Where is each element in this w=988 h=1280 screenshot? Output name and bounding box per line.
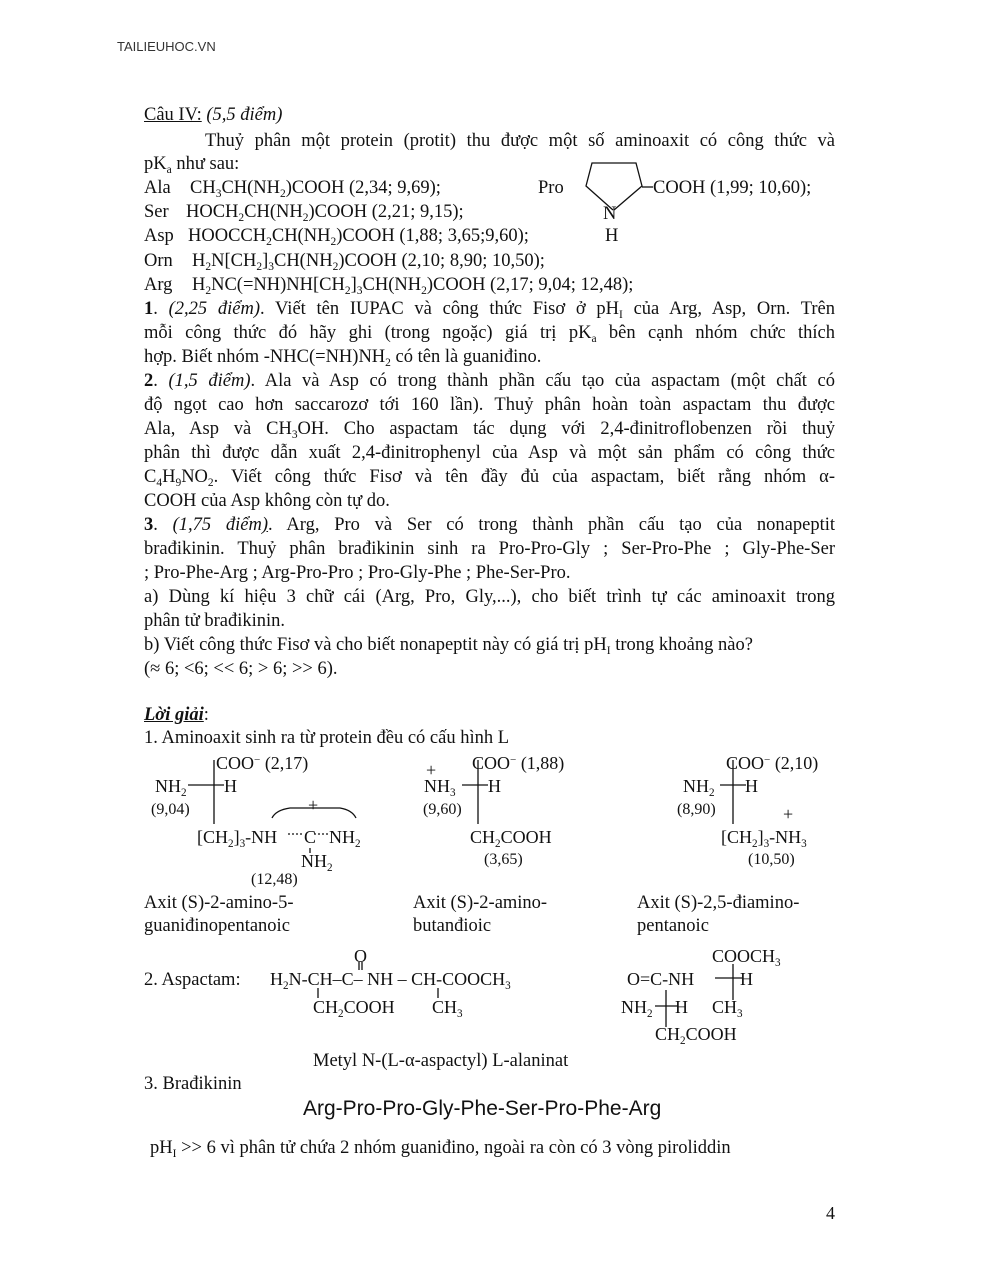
part3-line-6: b) Viết công thức Fisơ và cho biết nonapeptit này có giá trị $pH_I$ trong khoảng nào? <box>144 635 753 657</box>
question-title <box>144 104 282 126</box>
aspartame-fischer-ch3: $CH_3$ <box>712 997 743 1020</box>
part1-line-3: hợp. Biết nhóm $-NHC(=NH)NH_2$ có tên là guaniđino. <box>144 347 542 369</box>
part2-line-3: Ala, Asp và $CH_3OH$. Cho aspactam tác dụng với 2,4-đinitroflobenzen rồi thuỷ <box>144 419 835 441</box>
orn-plus: + <box>783 804 794 824</box>
part2-line-5: $C_4H_9NO_2$. Viết công thức Fisơ và tên đầy đủ của aspactam, biết rằng nhóm α- <box>144 467 835 489</box>
aminoacid-orn: Orn $H_2N[CH_2]_3CH(NH_2)COOH$ (2,10; 8,90; 10,50); <box>144 251 545 273</box>
asp-pka-side: (3,65) <box>484 851 523 868</box>
orn-coo: COO− (2,10) <box>726 753 819 773</box>
pro-ring-hydrogen: H <box>605 226 619 246</box>
aspartame-carbonyl-o: O <box>354 946 367 966</box>
orn-h: H <box>745 776 758 796</box>
aspartame-fischer-nh2: $NH_2$ <box>621 997 653 1020</box>
arg-pka-guanidino: (12,48) <box>251 871 298 888</box>
asp-plus: + <box>426 760 437 780</box>
part3-line-7: (≈ 6; <6; << 6; > 6; >> 6). <box>144 659 338 679</box>
orn-name-line-1: Axit (S)-2,5-điamino- <box>637 893 800 913</box>
asp-name-line-2: butanđioic <box>413 916 492 936</box>
asp-pka-amino: (9,60) <box>423 801 462 818</box>
arg-name-line-2: guaniđinopentanoic <box>144 916 290 936</box>
orn-chain: $[CH_2]_3-NH_3$ <box>721 827 807 850</box>
aspartame-fischer-bottom: $CH_2COOH$ <box>655 1024 737 1047</box>
arg-h: H <box>224 776 237 796</box>
bradykinin-label: 3. Brađikinin <box>144 1074 242 1094</box>
orn-pka-side: (10,50) <box>748 851 795 868</box>
arg-pka-amino: (9,04) <box>151 801 190 818</box>
aminoacid-pro-name: Pro <box>538 178 564 198</box>
arg-name-line-1: Axit (S)-2-amino-5- <box>144 893 294 913</box>
asp-h: H <box>488 776 501 796</box>
asp-coo: COO− (1,88) <box>472 753 565 773</box>
bradykinin-sequence: Arg-Pro-Pro-Gly-Phe-Ser-Pro-Phe-Arg <box>303 1097 662 1120</box>
part2-line-4: phân thì được dẫn xuất 2,4-đinitrophenyl của Asp và một sản phẩm có công thức <box>144 443 835 463</box>
part3-line-2: brađikinin. Thuỷ phân brađikinin sinh ra Pro-Pro-Gly ; Ser-Pro-Phe ; Gly-Phe-Ser <box>144 539 835 559</box>
arg-chain: $[CH_2]_3-NH$ <box>197 827 278 850</box>
part3-line-5: phân tử brađikinin. <box>144 611 286 631</box>
arg-nh2: $NH_2$ <box>155 776 187 799</box>
aminoacid-pro-formula: COOH (1,99; 10,60); <box>653 178 812 198</box>
part3-line-3: ; Pro-Phe-Arg ; Arg-Pro-Pro ; Pro-Gly-Phe ; Phe-Ser-Pro. <box>144 563 571 583</box>
orn-pka-amino: (8,90) <box>677 801 716 818</box>
aspartame-label: 2. Aspactam: <box>144 970 241 990</box>
solution-part1-text: 1. Aminoaxit sinh ra từ protein đều có cấu hình L <box>144 728 510 748</box>
site-header: TAILIEUHOC.VN <box>117 39 216 54</box>
aminoacid-ala: Ala $CH_3CH(NH_2)COOH$ (2,34; 9,69); <box>144 178 441 200</box>
aspartame-main-chain: $H_2N-CH-C-$ NH – $CH-COOCH_3$ <box>270 969 511 992</box>
aspartame-fischer-row1: O=C-NH <box>627 969 695 989</box>
intro-line-1: Thuỷ phân một protein (protit) thu được một số aminoaxit có công thức và <box>205 131 835 151</box>
aminoacid-asp: Asp $HOOCCH_2CH(NH_2)COOH$ (1,88; 3,65;9,60); <box>144 226 529 248</box>
intro-line-2: $pK_a$ như sau: <box>144 154 240 176</box>
aspartame-side-right: $CH_3$ <box>432 997 463 1020</box>
asp-nh3: $NH_3$ <box>424 776 456 799</box>
orn-nh2: $NH_2$ <box>683 776 715 799</box>
part3-line-1: 3. (1,75 điểm). Arg, Pro và Ser có trong thành phần cấu tạo của nonapeptit <box>144 515 836 535</box>
arg-coo: COO− (2,17) <box>216 753 309 773</box>
page-number: 4 <box>826 1203 835 1223</box>
part2-line-2: độ ngọt cao hơn saccarozơ tới 160 lần). Thuỷ phân hoàn toàn aspactam thu được <box>144 395 835 415</box>
part3-line-4: a) Dùng kí hiệu 3 chữ cái (Arg, Pro, Gly,...), cho biết trình tự các aminoaxit trong <box>144 587 835 607</box>
ph-explanation: $pH_I >> 6$ vì phân tử chứa 2 nhóm guaniđino, ngoài ra còn có 3 vòng piroliddin <box>150 1138 731 1160</box>
question-points: (5,5 điểm) <box>206 105 283 125</box>
orn-name-line-2: pentanoic <box>637 916 709 936</box>
solution-title: Lời giải: <box>144 705 209 725</box>
aspartame-fischer-h1: H <box>740 969 753 989</box>
part1-line-2: mỗi công thức đó hãy ghi (trong ngoặc) giá trị $pK_a$ bên cạnh nhóm chức thích <box>144 323 836 345</box>
asp-name-line-1: Axit (S)-2-amino- <box>413 893 548 913</box>
part2-line-1: 2. (1,5 điểm). Ala và Asp có trong thành phần cấu tạo của aspactam (một chất có <box>144 371 836 391</box>
pro-ring-nitrogen: N <box>603 204 617 224</box>
aspartame-side-left: $CH_2COOH$ <box>313 997 395 1020</box>
aspartame-fischer-top: $COOCH_3$ <box>712 946 781 969</box>
arg-guanidino-nh2-bottom: $NH_2$ <box>301 851 333 874</box>
question-label: Câu IV: <box>144 105 202 125</box>
asp-chain: $CH_2COOH$ <box>470 827 552 850</box>
part2-line-6: COOH của Asp không còn tự do. <box>144 491 390 511</box>
arg-guanidino-nh2-right: $NH_2$ <box>329 827 361 850</box>
aspartame-fischer-h2: H <box>675 997 688 1017</box>
arg-plus: + <box>308 795 319 815</box>
aspartame-name: Metyl N-(L-α-aspactyl) L-alaninat <box>313 1051 569 1071</box>
aminoacid-arg: Arg $H_2NC(=NH)NH[CH_2]_3CH(NH_2)COOH$ (2,17; 9,04; 12,48); <box>144 275 634 297</box>
aminoacid-ser: Ser $HOCH_2CH(NH_2)COOH$ (2,21; 9,15); <box>144 202 464 224</box>
arg-guanidino-c: C <box>304 827 317 847</box>
part1-line-1: 1. (2,25 điểm). Viết tên IUPAC và công thức Fisơ ở $pH_I$ của Arg, Asp, Orn. Trên <box>144 299 835 321</box>
